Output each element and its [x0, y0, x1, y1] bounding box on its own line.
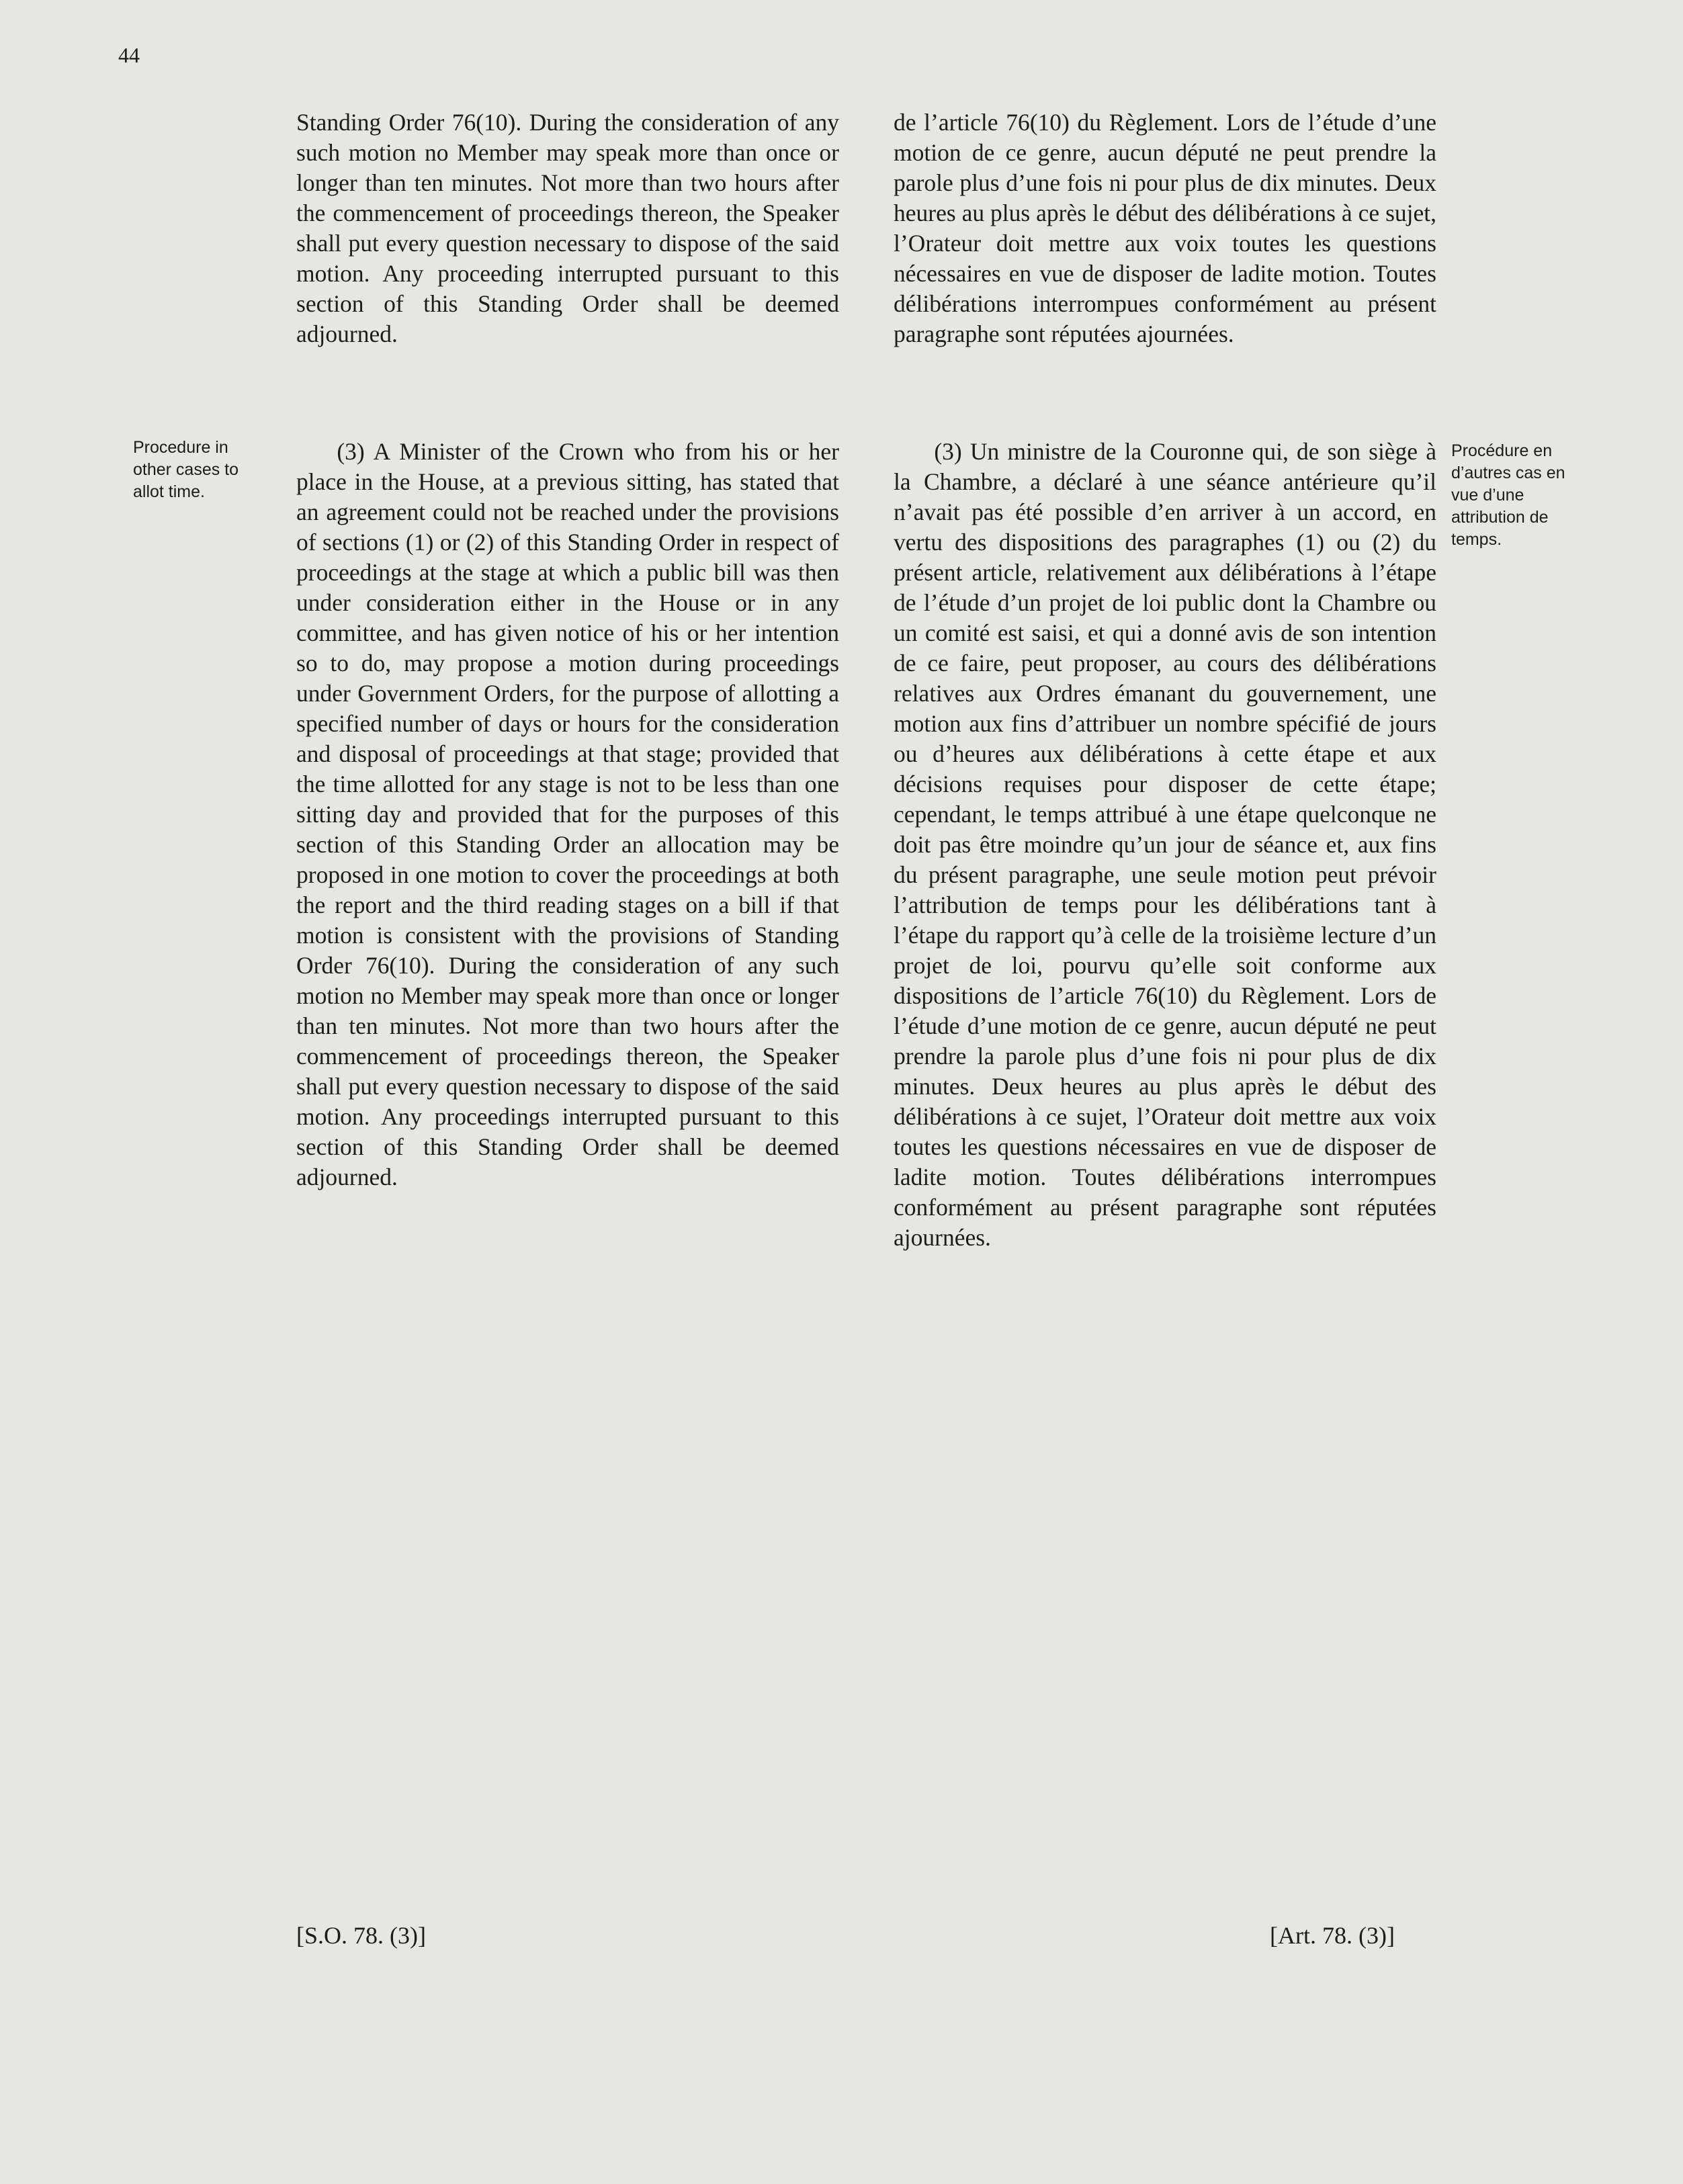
english-margin-note: Procedure in other cases to allot time.	[133, 438, 239, 501]
french-continuation-text: de l’article 76(10) du Règlement. Lors de l’étude d’une motion de ce genre, aucun député ne peut prendre la parole plus d’une fois ni pour plus de dix minutes. Deux heures au plus après le début des délibérations à ce sujet, l’Orateur doit mettre aux voix toutes les questions nécessaires en vue de disposer de ladite motion. Toutes délibérations interrompues conformément au présent paragraphe sont réputées ajournées.	[894, 109, 1436, 347]
french-section-3-text: (3) Un ministre de la Couronne qui, de son siège à la Chambre, a déclaré à une séance antérieure qu’il n’avait pas été possible d’en arriver à un accord, en vertu des dispositions des paragraphes (1) ou (2) du présent article, relativement aux délibérations à l’étape de l’étude d’un projet de loi public dont la Chambre ou un comité est saisi, et qui a donné avis de son intention de ce faire, peut proposer, au cours des délibérations relatives aux Ordres émanant du gouvernement, une motion aux fins d’attribuer un nombre spécifié de jours ou d’heures aux délibérations à cette étape et aux décisions requises pour disposer de cette étape; cependant, le temps attribué à une étape quelconque ne doit pas être moindre qu’un jour de séance et, aux fins du présent paragraphe, une seule motion peut prévoir l’attribution de temps pour les délibérations tant à l’étape du rapport qu’à celle de la troisième lecture d’un projet de loi, pourvu qu’elle soit conforme aux dispositions de l’article 76(10) du Règlement. Lors de l’étude d’une motion de ce genre, aucun député ne peut prendre la parole plus d’une fois ni pour plus de dix minutes. Deux heures au plus après le début des délibérations à ce sujet, l’Orateur doit mettre aux voix toutes les questions nécessaires en vue de disposer de ladite motion. Toutes délibérations interrompues conformément au présent paragraphe sont réputées ajournées.	[894, 438, 1436, 1251]
english-section-3-text: (3) A Minister of the Crown who from his or her place in the House, at a previous sitting, has stated that an agreement could not be reached under the provisions of sections (1) or (2) of this Standing Order in respect of proceedings at the stage at which a public bill was then under consideration either in the House or in any committee, and has given notice of his or her intention so to do, may propose a motion during proceedings under Government Orders, for the purpose of allotting a specified number of days or hours for the consideration and disposal of proceedings at that stage; provided that the time allotted for any stage is not to be less than one sitting day and provided that for the purposes of this section of this Standing Order an allocation may be proposed in one motion to cover the proceedings at both the report and the third reading stages on a bill if that motion is consistent with the provisions of Standing Order 76(10). During the consideration of any such motion no Member may speak more than once or longer than ten minutes. Not more than two hours after the commencement of proceedings thereon, the Speaker shall put every question necessary to dispose of the said motion. Any proceedings interrupted pursuant to this section of this Standing Order shall be deemed adjourned.	[296, 438, 839, 1190]
english-continuation	[296, 107, 839, 349]
french-continuation	[894, 107, 1436, 349]
french-margin-note: Procédure en d’autres cas en vue d’une attribution de temps.	[1451, 441, 1565, 549]
english-continuation-text: Standing Order 76(10). During the consideration of any such motion no Member may speak more than once or longer than ten minutes. Not more than two hours after the commencement of proceedings thereon, the Speaker shall put every question necessary to dispose of the said motion. Any proceeding interrupted pursuant to this section of this Standing Order shall be deemed adjourned.	[296, 109, 839, 347]
page-number: 44	[118, 43, 140, 67]
french-footer-reference: [Art. 78. (3)]	[1270, 1922, 1395, 1949]
english-section-3	[296, 437, 839, 1192]
english-footer-reference: [S.O. 78. (3)]	[296, 1922, 426, 1949]
french-section-3	[894, 437, 1436, 1253]
